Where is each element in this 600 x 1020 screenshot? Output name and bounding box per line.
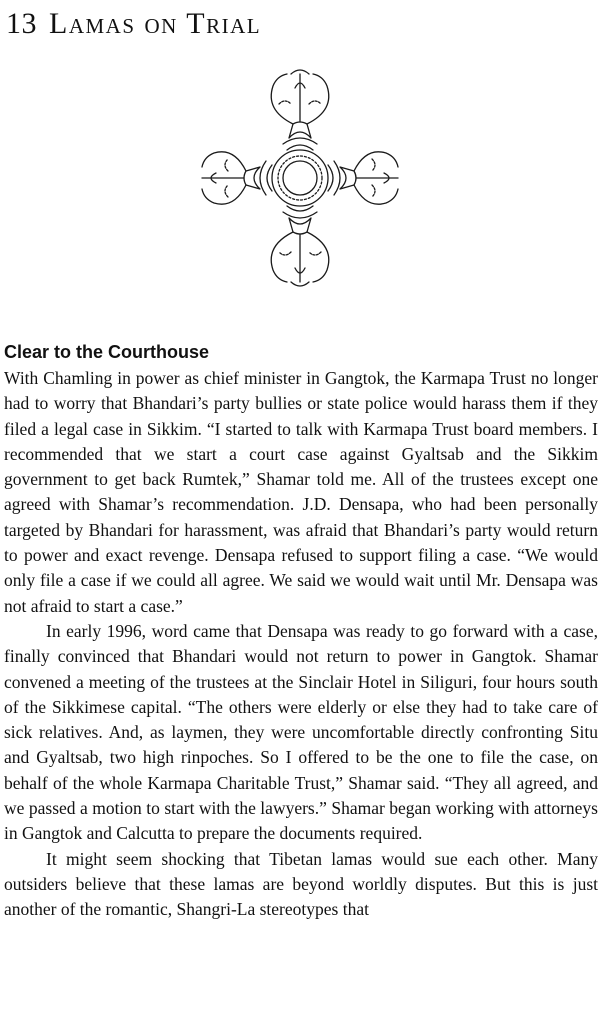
double-vajra-ornament — [195, 68, 405, 288]
paragraph: With Chamling in power as chief minister in Gangtok, the Karmapa Trust no longer had to worry that Bhandari’s party bullies or state police would harass them if they filed a legal case in Sikkim. “I started to talk with Karmapa Trust board members. I recommended that we start a court case against Gyaltsab and the Sikkim government to get back Rumtek,” Shamar told me. All of the trustees except one agreed with Shamar’s recommendation. J.D. Densapa, who had been personally targeted by Bhandari for harassment, was afraid that Bhandari’s party would return to power and exact revenge. Densapa refused to support filing a case. “We would only file a case if we could all agree. We said we would wait until Mr. Densapa was not afraid to start a case.” — [4, 368, 598, 616]
chapter-number: 13 — [6, 7, 37, 40]
chapter-title — [6, 6, 261, 42]
paragraph: In early 1996, word came that Densapa was ready to go forward with a case, finally convinced that Bhandari would not return to power in Gangtok. Shamar convened a meeting of the trustees at the Sinclair Hotel in Siliguri, four hours south of the Sikkimese capital. “The others were elderly or else they had to take care of sick relatives. And, as laymen, they were uncomfortable directly confronting Situ and Gyaltsab, two high rinpoches. So I offered to be the one to file the case, on behalf of the whole Karmapa Charitable Trust,” Shamar said. “They all agreed, and we passed a motion to start with the lawyers.” Shamar began working with attorneys in Gangtok and Calcutta to prepare the documents required. — [4, 620, 598, 844]
body-text — [4, 366, 598, 923]
chapter-name: Lamas on Trial — [49, 7, 262, 40]
section-heading: Clear to the Courthouse — [4, 342, 210, 362]
paragraph: It might seem shocking that Tibetan lamas would sue each other. Many outsiders believe that these lamas are beyond worldly disputes. But this is just another of the romantic, Shangri-La stereotypes that — [4, 848, 598, 920]
